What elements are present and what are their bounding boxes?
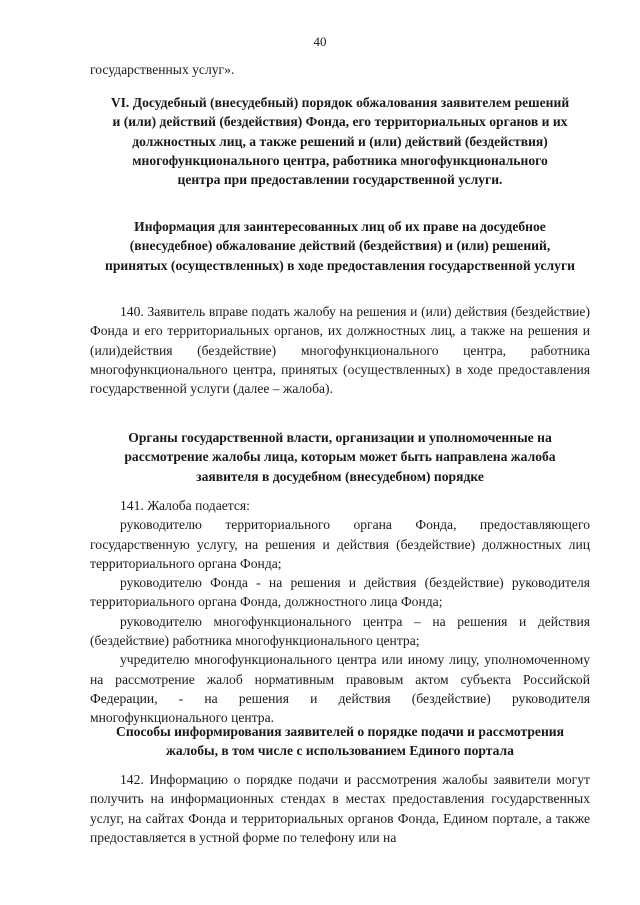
paragraph-140 (90, 302, 590, 398)
continuation-line: государственных услуг». (90, 62, 235, 77)
paragraph-141-item: руководителю Фонда - на решения и действия (бездействие) руководителя территориального органа Фонда, должностного лица Фонда; (90, 575, 590, 610)
subheading-appeal-bodies: Органы государственной власти, организации и уполномоченные на рассмотрение жалобы лица, которым может быть направлена жалоба заявителя в досудебном (внесудебном) порядке (124, 430, 556, 484)
paragraph-141 (90, 496, 590, 728)
subheading-informing-methods: Способы информирования заявителей о порядке подачи и рассмотрения жалобы, в том числе с использованием Единого портала (116, 724, 564, 759)
paragraph-142 (90, 770, 590, 847)
paragraph-141-item: учредителю многофункционального центра или иному лицу, уполномоченному на рассмотрение жалоб нормативным правовым актом субъекта Российской Федерации, - на решения и действия (бездействие) руководителя многофункционального центра. (90, 652, 590, 726)
section-heading: VI. Досудебный (внесудебный) порядок обжалования заявителем решений и (или) действий (бездействия) Фонда, его территориальных органов и их должностных лиц, а также решений и (или) действий (бездействия) многофункционального центра, работника многофункционального центра при предоставлении государственной услуги. (110, 95, 570, 188)
paragraph-141-intro: 141. Жалоба подается: (120, 498, 250, 513)
paragraph-140-text: 140. Заявитель вправе подать жалобу на решения и (или) действия (бездействие) Фонда и его территориальных органов, их должностных лиц, а также на решения и (или)действия (бездействие) многофункционального центра, работника многофункционального центра, принятых (осуществленных) в ходе предоставления государственной услуги (далее – жалоба). (90, 304, 590, 397)
subheading-right-to-appeal: Информация для заинтересованных лиц об их праве на досудебное (внесудебное) обжалование действий (бездействия) и (или) решений, принятых (осуществленных) в ходе предоставления государственной услуги (105, 219, 575, 273)
continuation-text (90, 60, 590, 79)
paragraph-142-text: 142. Информацию о порядке подачи и рассмотрения жалобы заявители могут получить на информационных стендах в местах предоставления государственных услуг, на сайтах Фонда и территориальных органов Фонда, Едином портале, а также предоставляется в устной форме по телефону или на (90, 772, 590, 845)
paragraph-141-item: руководителю территориального органа Фонда, предоставляющего государственную услугу, на решения и действия (бездействие) должностных лиц территориального органа Фонда; (90, 517, 590, 571)
page-number: 40 (313, 34, 327, 49)
paragraph-141-item: руководителю многофункционального центра – на решения и действия (бездействие) работника многофункционального центра; (90, 613, 590, 649)
